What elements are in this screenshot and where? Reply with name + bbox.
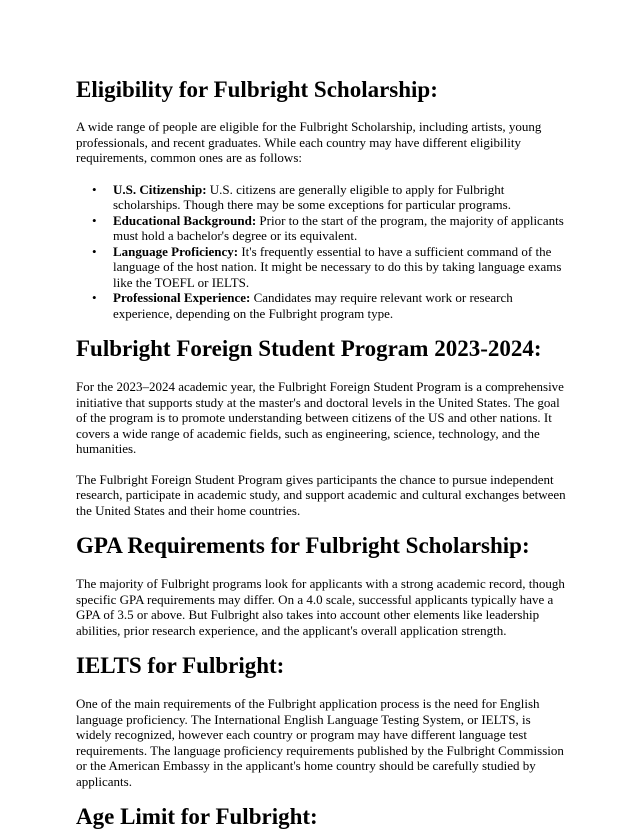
heading-gpa-requirements: GPA Requirements for Fulbright Scholarship: xyxy=(76,533,530,558)
paragraph-gpa-requirements: The majority of Fulbright programs look for applicants with a strong academic record, though specific GPA requirements may differ. On a 4.0 scale, successful applicants typically have a GPA of 3.5 or above. But Fulbright also takes into account other elements like leadership abilities, prior research experience, and the applicant's overall application strength. xyxy=(76,576,565,638)
list-item xyxy=(113,213,566,244)
paragraph-eligibility-intro: A wide range of people are eligible for the Fulbright Scholarship, including artists, young professionals, and recent graduates. While each country may have different eligibility requirements, common ones are as follows: xyxy=(76,119,542,165)
paragraph-program-overview: For the 2023–2024 academic year, the Fulbright Foreign Student Program is a comprehensive initiative that supports study at the master's and doctoral levels in the United States. The goal of the program is to promote understanding between citizens of the US and other nations. It covers a wide range of academic fields, such as engineering, science, technology, and the humanities. xyxy=(76,379,564,456)
heading-ielts: IELTS for Fulbright: xyxy=(76,653,285,678)
list-item-text: It's frequently essential to have a sufficient command of the language of the host nation. It might be necessary to do this by taking language exams like the TOEFL or IELTS. xyxy=(113,243,562,290)
paragraph-ielts: One of the main requirements of the Fulbright application process is the need for English language proficiency. The International English Language Testing System, or IELTS, is widely recognized, however each country or program may have different language test requirements. The language proficiency requirements published by the Fulbright Commission or the American Embassy in the applicant's home country should be carefully studied by applicants. xyxy=(76,696,564,789)
list-item-text: Prior to the start of the program, the majority of applicants must hold a bachelor's degree or its equivalent. xyxy=(113,212,564,243)
heading-foreign-student-program: Fulbright Foreign Student Program 2023-2024: xyxy=(76,336,542,361)
heading-age-limit: Age Limit for Fulbright: xyxy=(76,804,318,829)
list-item-term: Educational Background: xyxy=(113,212,257,228)
list-item xyxy=(113,182,566,213)
list-item-term: Professional Experience: xyxy=(113,290,251,305)
list-item xyxy=(113,290,566,321)
paragraph-program-opportunities: The Fulbright Foreign Student Program gives participants the chance to pursue independent research, participate in academic study, and support academic and cultural exchanges between the United States and their home countries. xyxy=(76,471,566,518)
list-item xyxy=(113,244,566,291)
heading-eligibility: Eligibility for Fulbright Scholarship: xyxy=(76,77,438,102)
document-page xyxy=(76,0,566,831)
list-item-term: Language Proficiency: xyxy=(113,243,239,259)
list-item-text: Candidates may require relevant work or research experience, depending on the Fulbright program type. xyxy=(113,290,513,321)
list-item-text: U.S. citizens are generally eligible to apply for Fulbright scholarships. Though there may be some exceptions for particular programs. xyxy=(113,181,511,212)
list-item-term: U.S. Citizenship: xyxy=(113,181,207,197)
eligibility-list xyxy=(76,182,566,322)
